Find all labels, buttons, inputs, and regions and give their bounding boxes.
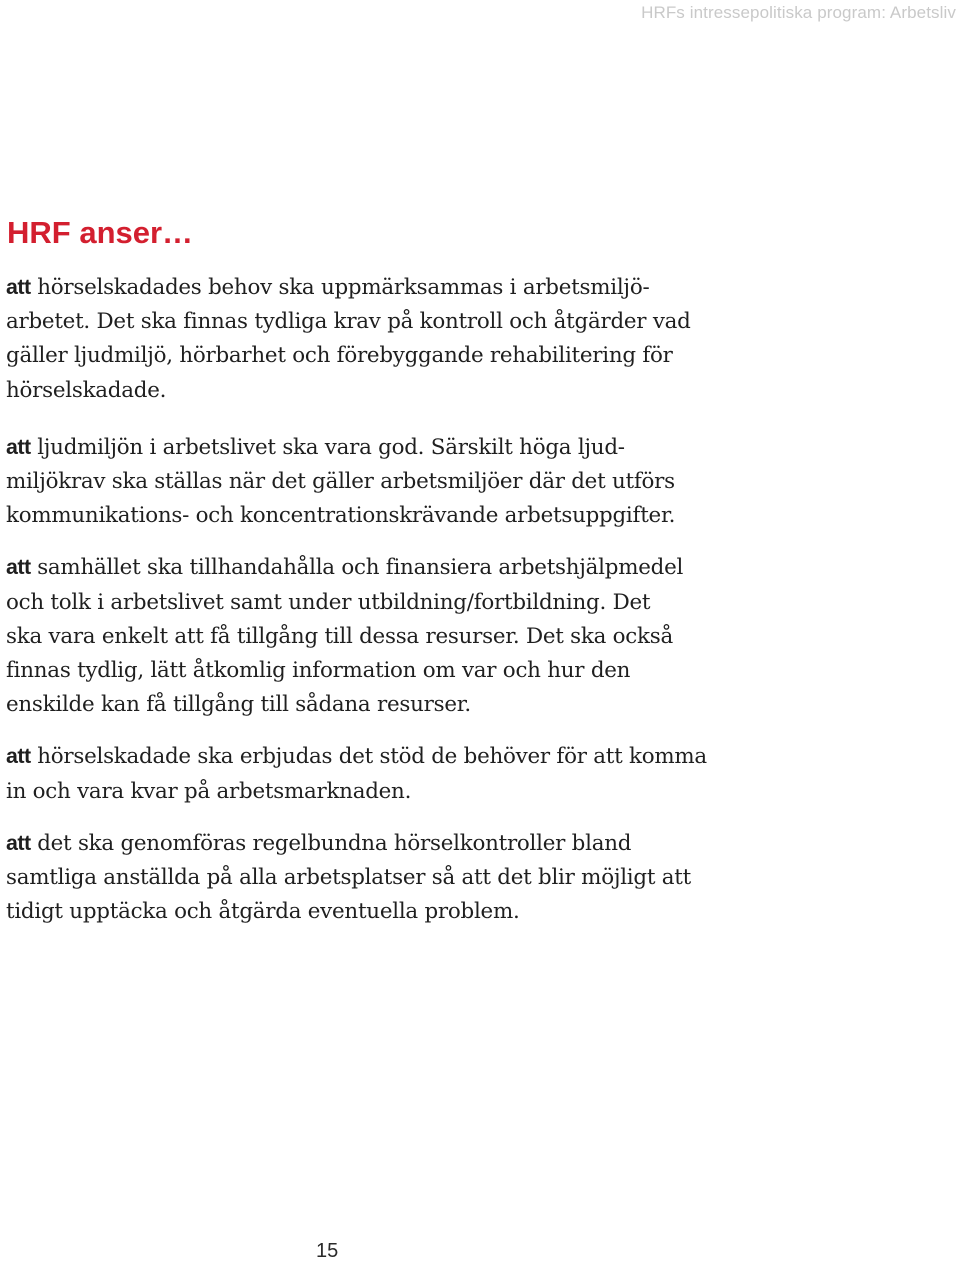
position-point: [6, 739, 706, 808]
point-keyword: att: [6, 744, 31, 769]
section-title: HRF anser…: [7, 215, 194, 250]
point-text: samhället ska tillhandahålla och finansiera arbetshjälpmedel: [30, 555, 684, 581]
point-line: [6, 550, 706, 585]
point-text: det ska genomföras regelbundna hörselkontroller bland: [30, 830, 632, 856]
point-line: in och vara kvar på arbetsmarknaden.: [6, 778, 412, 804]
point-line: finnas tydlig, lätt åtkomlig information om var och hur den: [6, 658, 631, 684]
point-line: ska vara enkelt att få tillgång till dessa resurser. Det ska också: [6, 623, 673, 649]
point-line: enskilde kan få tillgång till sådana resurser.: [6, 692, 471, 718]
point-text: hörselskadades behov ska uppmärksammas i arbetsmiljö-: [30, 275, 650, 300]
point-line: kommunikations- och koncentrationskrävande arbetsuppgifter.: [6, 503, 676, 529]
point-line: [6, 270, 706, 305]
page-number: 15: [316, 1240, 339, 1262]
position-list: [6, 270, 706, 947]
running-header: HRFs intressepolitiska program: Arbetsliv: [641, 3, 956, 22]
point-line: hörselskadade.: [6, 377, 167, 403]
point-line: [6, 739, 706, 774]
point-line: [6, 826, 706, 861]
position-point: [6, 550, 706, 722]
point-text: hörselskadade ska erbjudas det stöd de behöver för att komma: [30, 744, 707, 770]
position-point: [6, 270, 706, 408]
point-keyword: att: [6, 434, 31, 459]
position-point: [6, 430, 706, 534]
point-keyword: att: [6, 275, 31, 299]
point-keyword: att: [6, 555, 31, 580]
point-line: arbetet. Det ska finnas tydliga krav på kontroll och åtgärder vad: [6, 309, 691, 335]
point-line: och tolk i arbetslivet samt under utbildning/fortbildning. Det: [6, 589, 651, 615]
point-line: tidigt upptäcka och åtgärda eventuella problem.: [6, 899, 520, 925]
point-line: gäller ljudmiljö, hörbarhet och förebyggande rehabilitering för: [6, 343, 673, 369]
position-point: [6, 826, 706, 930]
point-line: [6, 430, 706, 465]
point-line: samtliga anställda på alla arbetsplatser så att det blir möjligt att: [6, 865, 691, 891]
point-text: ljudmiljön i arbetslivet ska vara god. Särskilt höga ljud-: [30, 434, 625, 460]
point-keyword: att: [6, 830, 31, 855]
point-line: miljökrav ska ställas när det gäller arbetsmiljöer där det utförs: [6, 469, 675, 495]
